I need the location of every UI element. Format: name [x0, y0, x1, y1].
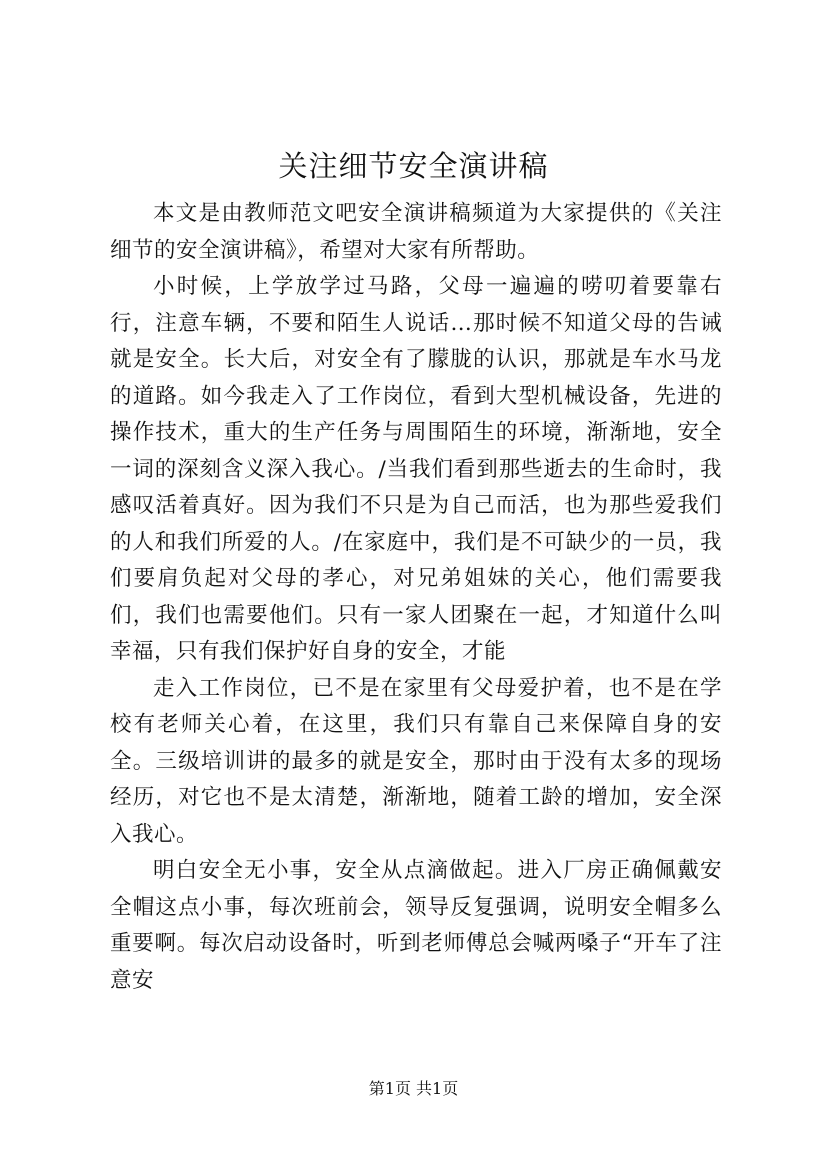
paragraph-details: 明白安全无小事，安全从点滴做起。进入厂房正确佩戴安全帽这点小事，每次班前会，领导反复强调，说明安全帽多么重要啊。每次启动设备时，听到老师傅总会喊两嗓子“开车了注意安 [110, 858, 722, 993]
page-footer: 第1页 共1页 [368, 1079, 459, 1098]
document-title: 关注细节安全演讲稿 [278, 149, 549, 183]
paragraph-intro: 本文是由教师范文吧安全演讲稿频道为大家提供的《关注细节的安全演讲稿》，希望对大家有所帮助。 [110, 201, 722, 263]
paragraph-childhood: 小时候，上学放学过马路，父母一遍遍的唠叨着要靠右行，注意车辆，不要和陌生人说话…那时候不知道父母的告诫就是安全。长大后，对安全有了朦胧的认识，那就是车水马龙的道路。如今我走入了工作岗位，看到大型机械设备，先进的操作技术，重大的生产任务与周围陌生的环境，渐渐地，安全一词的深刻含义深入我心。/当我们看到那些逝去的生命时，我感叹活着真好。因为我们不只是为自己而活，也为那些爱我们的人和我们所爱的人。/在家庭中，我们是不可缺少的一员，我们要肩负起对父母的孝心，对兄弟姐妹的关心，他们需要我们，我们也需要他们。只有一家人团聚在一起，才知道什么叫幸福，只有我们保护好自身的安全，才能 [110, 274, 722, 664]
document-body [110, 196, 722, 999]
paragraph-work: 走入工作岗位，已不是在家里有父母爱护着，也不是在学校有老师关心着，在这里，我们只有靠自己来保障自身的安全。三级培训讲的最多的就是安全，那时由于没有太多的现场经历，对它也不是太清楚，渐渐地，随着工龄的增加，安全深入我心。 [110, 675, 722, 847]
